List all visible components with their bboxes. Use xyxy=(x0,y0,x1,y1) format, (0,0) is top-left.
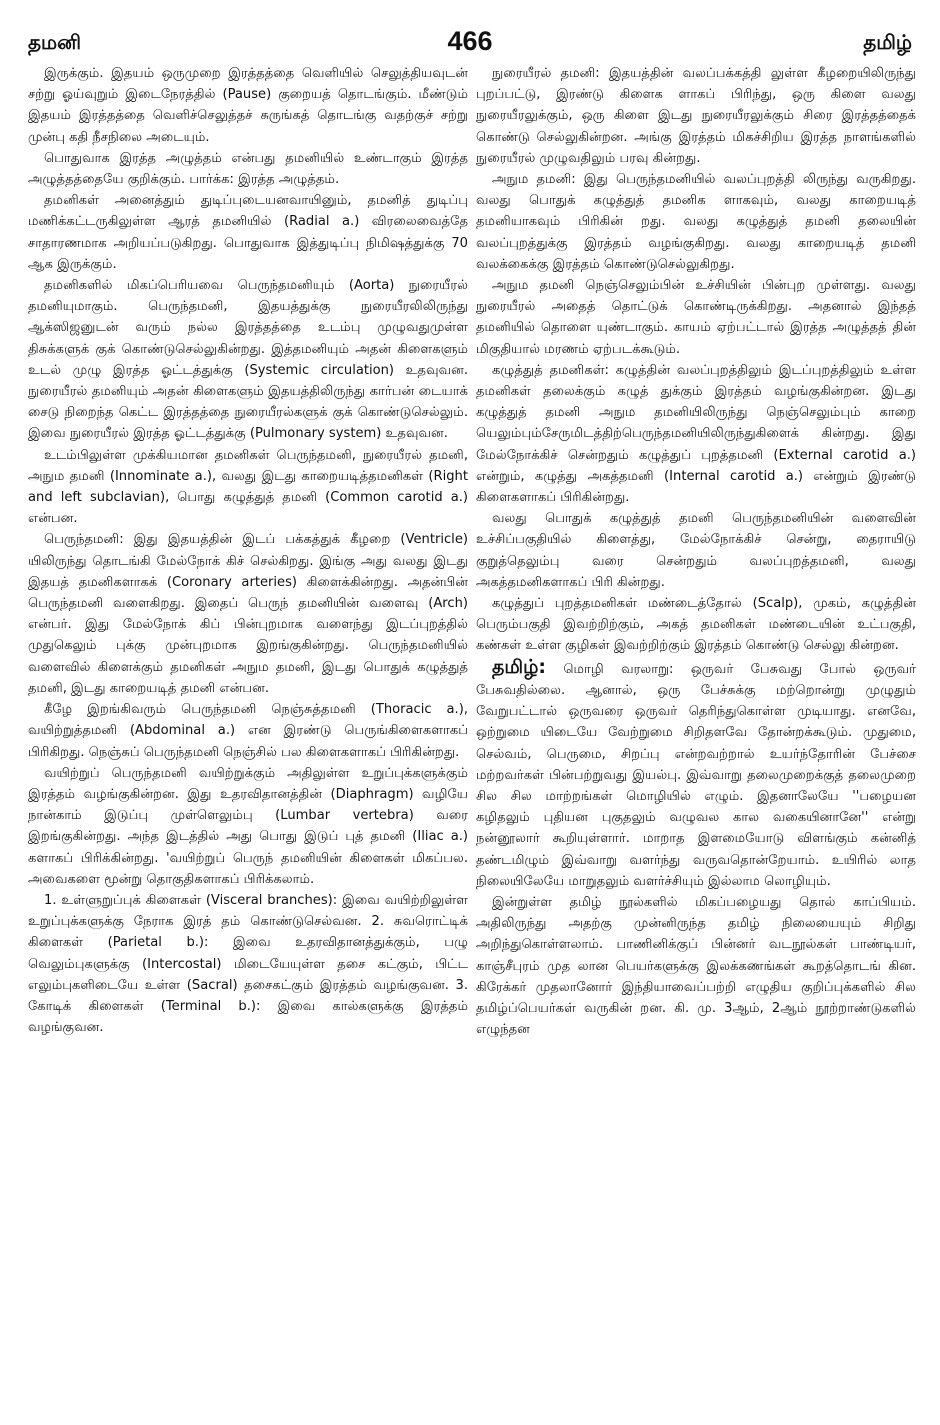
left-column xyxy=(28,63,468,1038)
paragraph: உடம்பிலுள்ள முக்கியமான தமனிகள் பெருந்தமனி, நுரையீரல் தமனி, அநும தமனி (Innominate a.), வலது இடது காறையடித்தமனிகள் (Right and left subclavian), பொது கழுத்துத் தமனி (Common carotid a.) என்பன. xyxy=(28,447,468,527)
right-column xyxy=(476,63,916,1040)
header-right-word: தமிழ் xyxy=(863,30,912,54)
paragraph: நுரையீரல் தமனி: இதயத்தின் வலப்பக்கத்தி லுள்ள கீழறையிலிருந்து புறப்பட்டு, இரண்டு கிளைக ளாகப் பிரிந்து, ஒரு கிளை வலது நுரையீரலுக்கும், ஒரு கிளை இடது நுரையீரலுக்கும் சிரை இரத்தத்தைக் கொண்டு செல்லுகின்றன. அங்கு இரத்தம் மிகச்சிறிய இரத்த நாளங்களில் நுரையீரல் முழுவதிலும் பரவு கின்றது. xyxy=(476,66,916,166)
entry-headword: தமிழ்: xyxy=(492,655,546,678)
paragraph: கழுத்துத் தமனிகள்: கழுத்தின் வலப்புறத்திலும் இடப்புறத்திலும் உள்ள தமனிகள் தலைக்கும் கழுத் துக்கும் இரத்தம் வழங்குகின்றன. இடது கழுத்துத் தமனி அநும தமனியிலிருந்து நெஞ்செலும்பும் காறை யெலும்பும்சேருமிடத்திற்பெருந்தமனியிலிருந்துகிளைக் கின்றது. இது மேல்நோக்கிச் சென்றதும் கழுத்துப் புறத்தமனி (External carotid a.) என்றும், கழுத்து அகத்தமனி (Internal carotid a.) என்றும் இரண்டு கிளைகளாகப் பிரிகின்றது. xyxy=(476,362,916,506)
paragraph: பொதுவாக இரத்த அழுத்தம் என்பது தமனியில் உண்டாகும் இரத்த அழுத்தத்தையே குறிக்கும். பார்க்க: இரத்த அழுத்தம். xyxy=(28,150,468,188)
paragraph: அநும தமனி: இது பெருந்தமனியில் வலப்புறத்தி லிருந்து வருகிறது. வலது பொதுக் கழுத்துத் தமனிக ளாகவும், வலது காறையடித் தமனியாகவும் பிரிகின் றது. வலது கழுத்துத் தமனி தலையின் வலப்புறத்துக்கு இரத்தம் வழங்குகிறது. வலது காறையடித் தமனி வலக்கைக்கு இரத்தம் கொண்டுசெல்லுகிறது. xyxy=(476,172,916,272)
page-header xyxy=(28,26,912,62)
paragraph: வயிற்றுப் பெருந்தமனி வயிற்றுக்கும் அதிலுள்ள உறுப்புக்களுக்கும் இரத்தம் வழங்குகின்றன. இது உதரவிதானத்தின் (Diaphragm) வழியே நான்காம் இடுப்பு முள்ளெலும்பு (Lumbar vertebra) வரை இறங்குகின்றது. அந்த இடத்தில் அது பொது இடுப் புத் தமனி (Iliac a.) களாகப் பிரிக்கின்றது. 'வயிற்றுப் பெருந் தமனியின் கிளைகள் மிகப்பல. அவைகளை மூன்று தொகுதிகளாகப் பிரிக்கலாம். xyxy=(28,765,468,887)
entry-paragraph xyxy=(476,657,916,892)
header-left-word: தமனி xyxy=(28,30,82,54)
paragraph: கழுத்துப் புறத்தமனிகள் மண்டைத்தோல் (Scalp), முகம், கழுத்தின் பெரும்பகுதி இவற்றிற்கும், அகத் தமனிகள் மண்டையின் உட்பகுதி, கண்கள் உள்ள குழிகள் இவற்றிற்கும் இரத்தம் கொண்டு செல்லு கின்றன. xyxy=(476,596,916,654)
paragraph: தமனிகள் அனைத்தும் துடிப்புடையனவாயினும், தமனித் துடிப்பு மணிக்கட்டருகிலுள்ள ஆரத் தமனியில் (Radial a.) விரலைவைத்தே சாதாரணமாக அறியப்படுகிறது. பொதுவாக இத்துடிப்பு நிமிஷத்துக்கு 70 ஆக இருக்கும். xyxy=(28,193,468,272)
paragraph: கீழே இறங்கிவரும் பெருந்தமனி நெஞ்சுத்தமனி (Thoracic a.), வயிற்றுத்தமனி (Abdominal a.) என இரண்டு பெருங்கிளைகளாகப் பிரிகிறது. நெஞ்சுப் பெருந்தமனி நெஞ்சில் பல கிளைகளாகப் பிரிகின்றது. xyxy=(28,702,468,760)
paragraph: அநும தமனி நெஞ்செலும்பின் உச்சியின் பின்புற முள்ளது. வலது நுரையீரல் அதைத் தொட்டுக் கொண்டிருக்கிறது. அதனால் இந்தத் தமனியில் தொளை யுண்டாகும். காயம் ஏற்பட்டால் இரத்த அழுத்தத் தின் மிகுதியால் மரணம் ஏற்படக்கூடும். xyxy=(476,278,916,357)
entry-text: ஒருவர் பேசுவது போல் ஒருவர் பேசுவதில்லை. ஆனால், ஒரு பேச்சுக்கு மற்றொன்று முழுதும் வேறுபட்டால் ஒருவரை ஒருவர் தெரிந்துகொள்ள முடியாது. எனவே, ஒற்றுமை யிடையே வேற்றுமை சிறிதளவே தோன்றக்கூடும். முதுமை, செல்வம், பெருமை, சிறப்பு என்றவற்றால் உயர்ந்தோரின் பேச்சை மற்றவர்கள் பின்பற்றுவது இயல்பு. இவ்வாறு தலைமுறைக்குத் தலைமுறை சில சில மாற்றங்கள் மொழியில் எழும். இதனாலேயே ''பழையன கழிதலும் புதியன புகுதலும் வழுவல கால வகையினானே'' என்று நன்னூலார் கூறியுள்ளார். மாறாத இளமையோடு விளங்கும் கன்னித் தண்டமிழும் இவ்வாறு வளர்ந்து வருவதொன்றேயாம். உயிரில் லாத நிலையிலேயே மாறுதலும் வளர்ச்சியும் இல்லாம லொழியும். xyxy=(476,661,916,889)
paragraph: தமனிகளில் மிகப்பெரியவை பெருந்தமனியும் (Aorta) நுரையீரல் தமனியுமாகும். பெருந்தமனி, இதயத்துக்கு நுரையீரலிலிருந்து ஆக்ஸிஜனுடன் வரும் நல்ல இரத்தத்தை உடம்பு முழுவதுமுள்ள திசுக்களுக் குக் கொண்டுசெல்லுகின்றது. இத்தமனியும் அதன் கிளைகளும் உடல் முழு இரத்த ஓட்டத்துக்கு (Systemic circulation) உதவுவன. நுரையீரல் தமனியும் அதன் கிளைகளும் இதயத்திலிருந்து கார்பன் டையாக் சைடு நிறைந்த கெட்ட இரத்தத்தை நுரையீரல்களுக் குக் கொண்டுசெல்லும். இவை நுரையீரல் இரத்த ஓட்டத்துக்கு (Pulmonary system) உதவுவன. xyxy=(28,278,468,442)
paragraph: வலது பொதுக் கழுத்துத் தமனி பெருந்தமனியின் வளைவின் உச்சிப்பகுதியில் கிளைத்து, மேல்நோக்கிச் சென்று, தைராயிடு குறுத்தெலும்பு வரை சென்றதும் வலப்புறத்தமனி, வலது அகத்தமனிகளாகப் பிரி கின்றது. xyxy=(476,511,916,590)
entry-subhead: மொழி வரலாறு: xyxy=(563,661,674,677)
paragraph: 1. உள்ளுறுப்புக் கிளைகள் (Visceral branches): இவை வயிற்றிலுள்ள உறுப்புக்களுக்கு நேராக இரத் தம் கொண்டுசெல்வன. 2. சுவரொட்டிக் கிளைகள் (Parietal b.): இவை உதரவிதானத்துக்கும், பழு வெலும்புகளுக்கு (Intercostal) மிடையேயுள்ள தசை கட்கும், பிட்ட எலும்புகளிடையே உள்ள (Sacral) தசைகட்கும் இரத்தம் வழங்குவன. 3. கோடிக் கிளைகள் (Terminal b.): இவை கால்களுக்கு இரத்தம் வழங்குவன. xyxy=(28,892,468,1036)
paragraph: பெருந்தமனி: இது இதயத்தின் இடப் பக்கத்துக் கீழறை (Ventricle) யிலிருந்து தொடங்கி மேல்நோக் கிச் செல்கிறது. இங்கு அது வலது இடது இதயத் தமனிகளாகக் (Coronary arteries) கிளைக்கின்றது. அதன்பின் பெருந்தமனி வளைகிறது. இதைப் பெருந் தமனியின் வளைவு (Arch) என்பர். இது மேல்நோக் கிப் பின்புறமாக வளைந்து இடப்புறத்தில் முதுகெலும் புக்கு முன்புறமாக இறங்குகின்றது. பெருந்தமனியில் வளைவில் கிளைக்கும் தமனிகள் அநும தமனி, இடது பொதுக் கழுத்துத் தமனி, இடது காறையடித் தமனி என்பன. xyxy=(28,532,468,696)
page-number: 466 xyxy=(447,26,493,56)
paragraph: இருக்கும். இதயம் ஒருமுறை இரத்தத்தை வெளியில் செலுத்தியவுடன் சற்று ஓய்வுறும் இடைநேரத்தில் (Pause) குறையத் தொடங்கும். மீண்டும் இதயம் இரத்தத்தை வெளிச்செலுத்தச் சுருங்கத் தொடங்கு வதற்குச் சற்று முன்பு கதி நீசநிலை அடையும். xyxy=(28,66,468,145)
paragraph: இன்றுள்ள தமிழ் நூல்களில் மிகப்பழையது தொல் காப்பியம். அதிலிருந்து அதற்கு முன்னிருந்த தமிழ் நிலையையும் சிறிது அறிந்துகொள்ளலாம். பாணினிக்குப் பின்னர் வடநூல்கள் பாண்டியர், காஞ்சீபுரம் முத லான பெயர்களுக்கு இலக்கணங்கள் கூறத்தொடங் கின. கிரேக்கர் முதலானோர் இந்தியாவைப்பற்றி எழுதிய குறிப்புக்களில் சில தமிழ்ப்பெயர்கள் வருகின் றன. கி. மு. 3ஆம், 2ஆம் நூற்றாண்டுகளில் எழுந்தன xyxy=(476,894,916,1038)
